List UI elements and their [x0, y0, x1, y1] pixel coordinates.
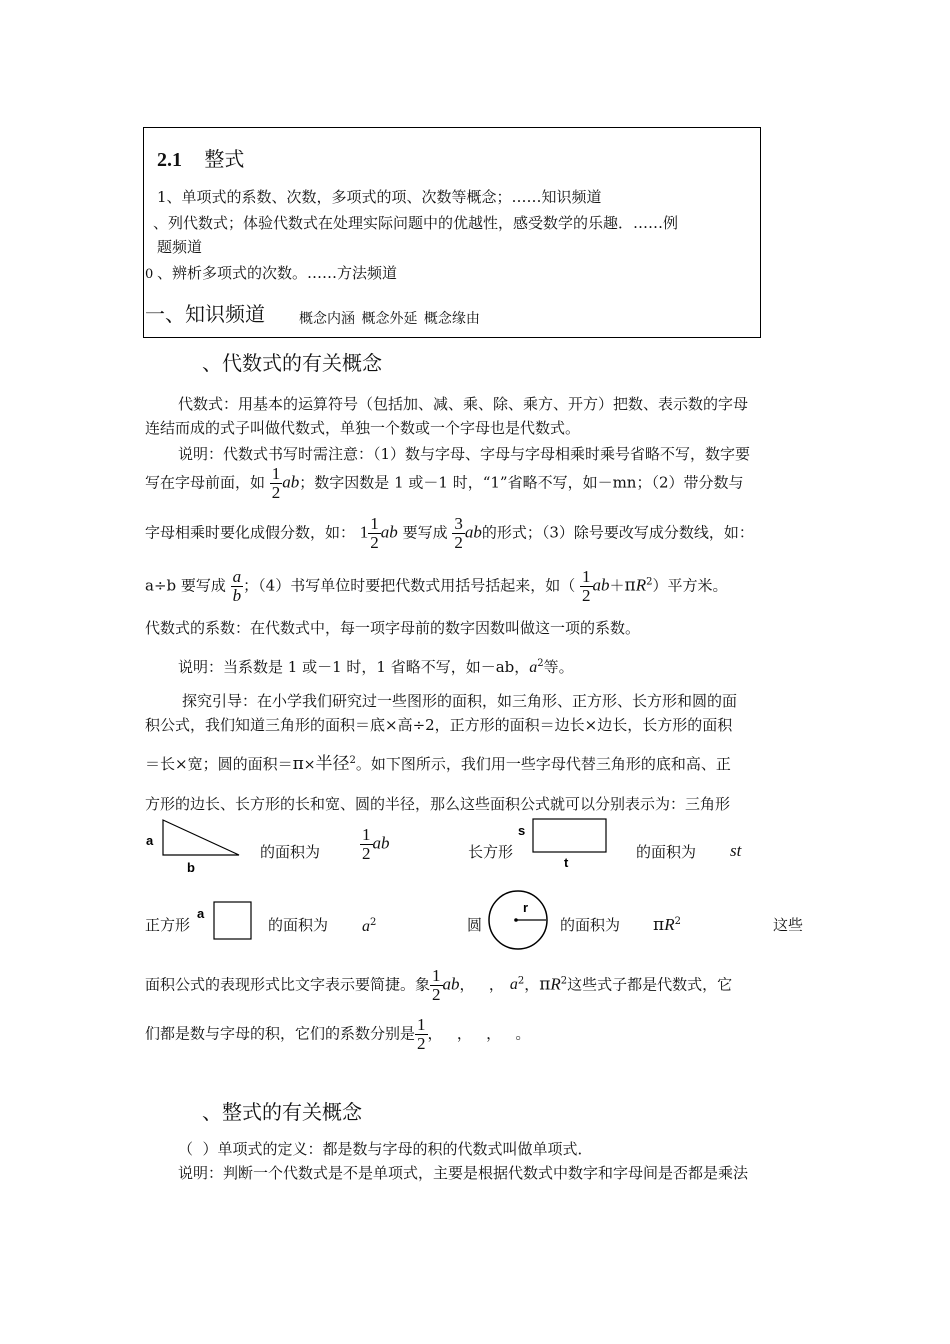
- rectangle-figure: [514, 815, 614, 871]
- num: 3: [454, 514, 463, 533]
- center-dot: [514, 918, 518, 922]
- text: ；（4）书写单位时要把代数式用括号括起来，如（: [243, 576, 576, 595]
- triangle-label-b: b: [187, 860, 195, 875]
- fraction-half: [415, 1016, 428, 1053]
- rectangle-area-label: 的面积为: [636, 843, 697, 861]
- num: 1: [417, 1015, 426, 1034]
- fraction-half: [368, 515, 381, 552]
- rectangle-label: 长方形: [468, 843, 514, 861]
- times: ×: [303, 757, 316, 773]
- s1-p5-line2: 积公式，我们知道三角形的面积＝底×高÷2，正方形的面积＝边长×边长，长方形的面积: [145, 716, 733, 734]
- circle-label: 圆: [467, 916, 483, 934]
- text: ）平方米。: [652, 576, 728, 595]
- fraction-three-halves: [452, 515, 465, 552]
- s2-p2: 说明：判断一个代数式是不是单项式，主要是根据代数式中数字和字母间是否都是乘法: [178, 1164, 749, 1182]
- num: 1: [370, 514, 379, 533]
- square-label: 正方形: [145, 916, 191, 934]
- den: 2: [432, 984, 441, 1004]
- den: 2: [582, 585, 591, 605]
- separator: ， ，: [459, 975, 504, 994]
- fraction-half: [430, 967, 443, 1004]
- goal-2-line2: 题频道: [157, 238, 203, 256]
- text: 半径: [315, 754, 350, 774]
- square-area-formula: [362, 917, 376, 936]
- square-label-a: a: [197, 906, 205, 921]
- s1-p5-line1: 探究引导：在小学我们研究过一些图形的面积，如三角形、正方形、长方形和圆的面: [182, 692, 738, 710]
- s2-heading: 、整式的有关概念: [202, 1100, 362, 1124]
- den: 2: [454, 532, 463, 552]
- var-ab: ab: [442, 974, 460, 994]
- s1-p3: 代数式的系数：在代数式中，每一项字母前的数字因数叫做这一项的系数。: [145, 619, 641, 637]
- var-ab: ab: [380, 522, 398, 542]
- section-title-text: 整式: [204, 147, 245, 171]
- exponent: 2: [370, 917, 377, 928]
- s1-p2-line2: [145, 465, 744, 502]
- circle-label-r: r: [523, 900, 529, 915]
- var-a: a: [529, 659, 538, 676]
- rectangle-area-formula: st: [730, 841, 742, 860]
- s1-p2-line4: [145, 568, 727, 605]
- text: 这些式子都是代数式，它: [567, 975, 733, 994]
- pi: π: [653, 915, 665, 935]
- den: 2: [417, 1033, 426, 1053]
- s1-p4: [178, 656, 574, 677]
- var-R: R: [550, 974, 561, 994]
- pi: π: [292, 754, 304, 774]
- triangle-area-formula: [360, 826, 390, 863]
- rectangle-label-s: s: [518, 823, 526, 838]
- var-R: R: [635, 575, 647, 595]
- num: 1: [582, 567, 591, 586]
- var-ab: ab: [592, 575, 610, 595]
- text: 字母相乘时要化成假分数，如：: [145, 523, 356, 542]
- circle-area-label: 的面积为: [560, 916, 621, 934]
- exponent: 2: [517, 975, 525, 987]
- den: 2: [362, 843, 371, 863]
- num: 1: [432, 966, 441, 985]
- triangle-figure: [143, 815, 243, 875]
- channel-tabs: 概念内涵 概念外延 概念缘由: [299, 311, 480, 327]
- text: 。如下图所示，我们用一些字母代替三角形的底和高、正: [355, 755, 731, 773]
- var-a: a: [509, 976, 518, 994]
- den: 2: [370, 532, 379, 552]
- var-a: a: [362, 918, 370, 935]
- var-ab: ab: [372, 833, 390, 853]
- num: 1: [362, 825, 371, 844]
- goal-2-line1: 、列代数式；体验代数式在处理实际问题中的优越性，感受数学的乐趣．……例: [153, 214, 679, 232]
- pi: π: [624, 575, 636, 596]
- circle-area-formula: [653, 915, 681, 935]
- text: 说明：当系数是 1 或－1 时，1 省略不写，如－ab，: [178, 658, 530, 676]
- den: b: [232, 585, 242, 605]
- s1-p6: [145, 967, 732, 1004]
- s2-p1: （ ）单项式的定义：都是数与字母的积的代数式叫做单项式．: [178, 1140, 593, 1158]
- s1-p5-line4: 方形的边长、长方形的长和宽、圆的半径，那么这些面积公式就可以分别表示为：三角形: [145, 795, 731, 813]
- exponent: 2: [646, 576, 653, 588]
- pi: π: [539, 974, 551, 995]
- var-ab: ab: [464, 522, 482, 542]
- s1-p5-line3: [145, 749, 731, 774]
- rectangle-label-t: t: [564, 855, 569, 870]
- plus: ＋: [609, 576, 625, 595]
- fraction-half: [270, 465, 283, 502]
- text: 要写成: [402, 523, 448, 542]
- exponent: 2: [537, 658, 544, 669]
- text: 的形式；（3）除号要改写成分数线，如：: [481, 523, 754, 542]
- goal-1: 1、单项式的系数、次数，多项式的项、次数等概念；……知识频道: [157, 188, 602, 206]
- den: 2: [271, 482, 281, 502]
- s1-p1-line2: 连结而成的式子叫做代数式，单独一个数或一个字母也是代数式。: [145, 419, 581, 437]
- exponent: 2: [674, 916, 681, 927]
- square-area-label: 的面积为: [268, 916, 329, 934]
- var-ab: ab: [282, 472, 300, 492]
- rectangle-shape: [533, 819, 606, 852]
- square-figure: [194, 898, 256, 944]
- triangle-label-a: a: [146, 833, 154, 848]
- fraction-half: [360, 826, 373, 863]
- text: 等。: [543, 658, 574, 676]
- triangle-shape: [163, 820, 239, 855]
- text: 写在字母前面，如: [145, 473, 266, 492]
- text: ＝长×宽；圆的面积＝: [145, 755, 293, 773]
- section-number: 2.1: [157, 149, 182, 171]
- channel-heading: 一、知识频道: [145, 302, 265, 326]
- text: ；数字因数是 1 或－1 时，“1”省略不写，如－mn；（2）带分数与: [299, 473, 744, 492]
- whole-part: 1: [359, 522, 369, 542]
- text: 们都是数与字母的积，它们的系数分别是: [145, 1024, 416, 1043]
- triangle-area-label: 的面积为: [260, 843, 321, 861]
- these-text: 这些: [773, 916, 804, 934]
- s1-p1-line1: 代数式：用基本的运算符号（包括加、减、乘、除、乘方、开方）把数、表示数的字母: [178, 395, 749, 413]
- s1-p2-line3: [145, 515, 754, 552]
- var-R: R: [664, 915, 675, 934]
- section-title: [157, 143, 244, 172]
- text: 面积公式的表现形式比文字表示要简捷。象: [145, 975, 431, 994]
- text: a÷b 要写成: [145, 576, 226, 595]
- comma: ，: [524, 975, 540, 994]
- square-shape: [214, 902, 251, 939]
- circle-figure: [485, 887, 551, 953]
- text: ， ， ， 。: [427, 1024, 531, 1043]
- goal-3-number: 0: [145, 267, 154, 282]
- num: a: [232, 567, 242, 586]
- exponent: 2: [349, 755, 356, 766]
- s1-p7: [145, 1016, 530, 1053]
- s1-p2-line1: 说明：代数式书写时需注意：（1）数与字母、字母与字母相乘时乘号省略不写，数字要: [178, 445, 751, 463]
- fraction-a-over-b: [231, 568, 244, 605]
- num: 1: [271, 464, 281, 483]
- goal-3: 、辨析多项式的次数。……方法频道: [157, 264, 398, 282]
- exponent: 2: [560, 975, 568, 987]
- fraction-half: [580, 568, 593, 605]
- s1-heading: 、代数式的有关概念: [202, 351, 382, 375]
